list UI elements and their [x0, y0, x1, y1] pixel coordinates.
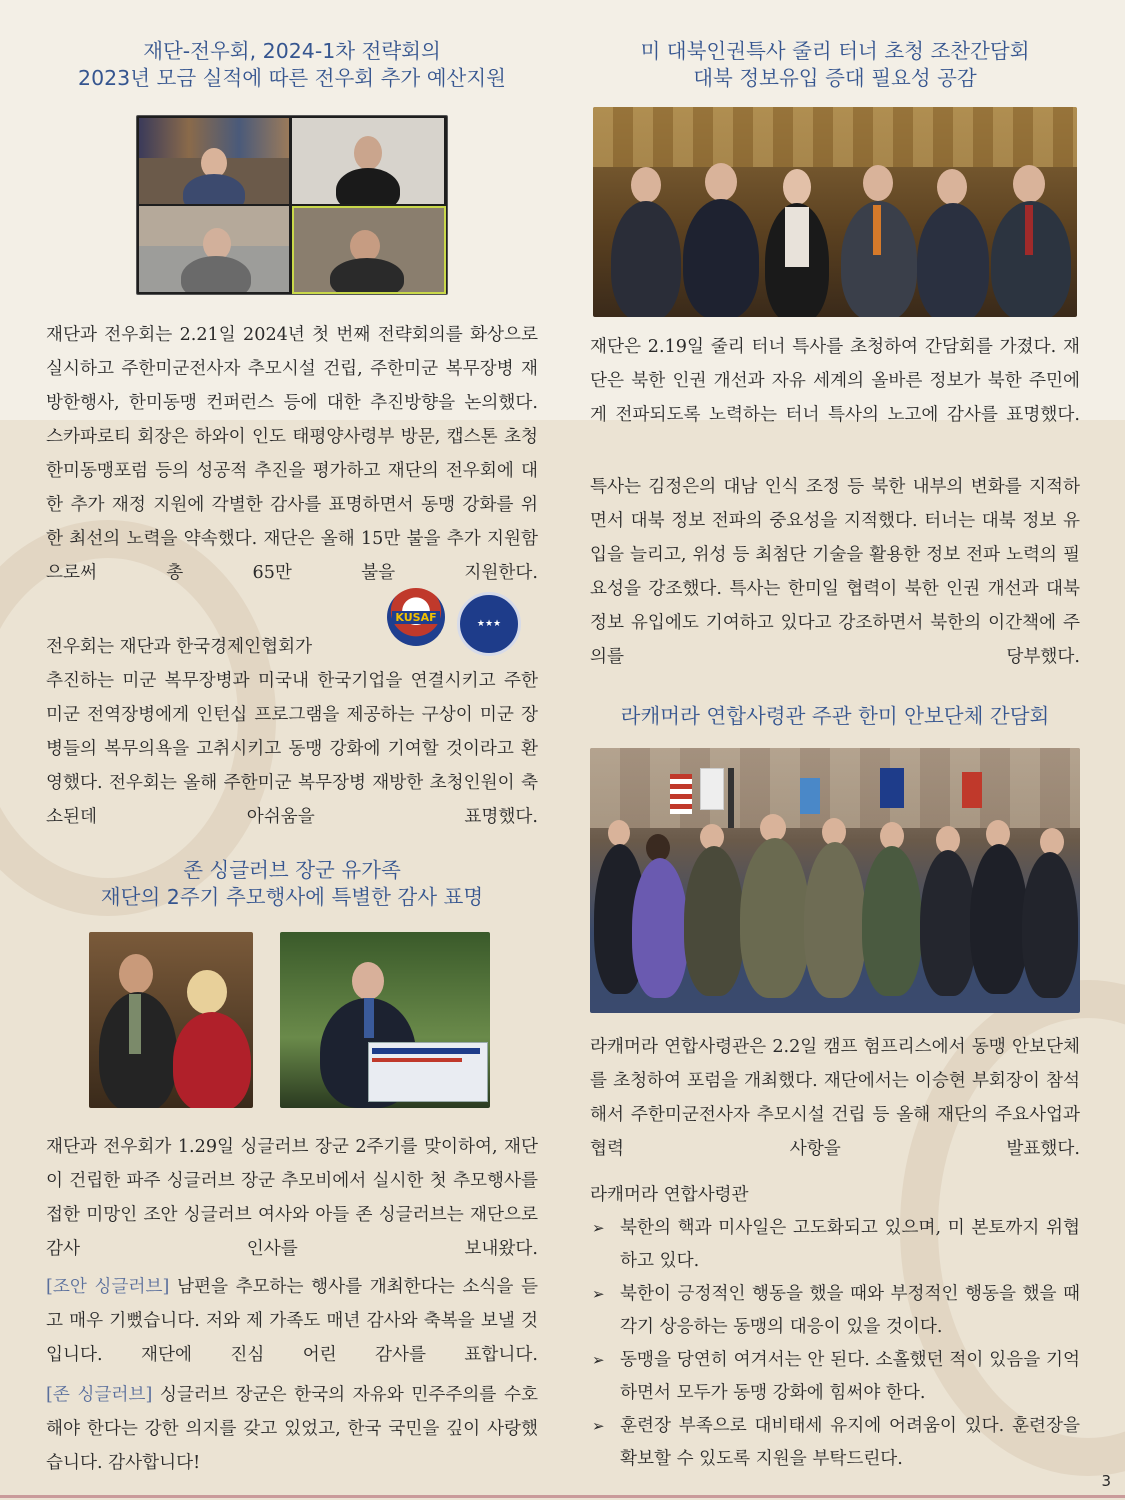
quote-text: 남편을 추모하는 행사를 개최한다는 소식을 듣고 매우 기뻤습니다. 저와 제 가족도 매년 감사와 축복을 보낼 것입니다. 재단에 진심 어린 감사를 표합니다.	[46, 1277, 538, 1365]
title-line: 재단-전우회, 2024-1차 전략회의	[143, 39, 441, 63]
title-line: 2023년 모금 실적에 따른 전우회 추가 예산지원	[78, 66, 506, 90]
video-tile	[292, 118, 444, 204]
list-item: ➢ 북한의 핵과 미사일은 고도화되고 있으며, 미 본토까지 위협하고 있다.	[590, 1212, 1080, 1278]
kusaf-logo: KUSAF	[387, 588, 445, 646]
list-heading: 라캐머라 연합사령관	[590, 1185, 749, 1205]
list-item: ➢ 동맹을 당연히 여겨서는 안 된다. 소홀했던 적이 있음을 기억하면서 모두가 동맹 강화에 힘써야 한다.	[590, 1344, 1080, 1410]
list-item: ➢ 훈련장 부족으로 대비태세 유지에 어려움이 있다. 훈련장을 확보할 수 있도록 지원을 부탁드린다.	[590, 1410, 1080, 1476]
page-number: 3	[1101, 1472, 1111, 1490]
body-paragraph-lead: 전우회는 재단과 한국경제인협회가	[46, 637, 313, 657]
body-paragraph: 재단은 2.19일 줄리 터너 특사를 초청하여 간담회를 가졌다. 재단은 북한 인권 개선과 자유 세계의 올바른 정보가 북한 주민에게 전파되도록 노력하는 터너 특사의 노고에 감사를 표명했다.	[590, 337, 1080, 425]
arrow-bullet-icon: ➢	[592, 1351, 605, 1369]
video-tile	[292, 206, 446, 294]
body-paragraph: 특사는 김정은의 대남 인식 조정 등 북한 내부의 변화를 지적하면서 대북 정보 전파의 중요성을 지적했다. 터너는 대북 정보 유입을 늘리고, 위성 등 최첨단 기술을 활용한 정보 전파 노력의 필요성을 강조했다. 특사는 한미일 협력이 북한 인권 개선과 대북 정보 유입에도 기여하고 있다고 강조하면서 북한의 이간책에 주의를 당부했다.	[590, 477, 1080, 667]
title-line: 재단의 2주기 추모행사에 특별한 감사 표명	[100, 885, 484, 909]
arrow-bullet-icon: ➢	[592, 1219, 605, 1237]
list-item: ➢ 북한이 긍정적인 행동을 했을 때와 부정적인 행동을 했을 때 각기 상응하는 동맹의 대응이 있을 것이다.	[590, 1278, 1080, 1344]
memorial-speech-photo	[280, 932, 490, 1108]
video-conference-photo	[136, 115, 448, 295]
video-tile	[139, 118, 289, 204]
quote-paragraph	[46, 1378, 538, 1480]
quote-text: 싱글러브 장군은 한국의 자유와 민주주의를 수호해야 한다는 강한 의지를 갖고 있었고, 한국 국민을 깊이 사랑했습니다. 감사합니다!	[46, 1385, 538, 1473]
forum-group-photo	[590, 748, 1080, 1013]
section-title: 라캐머라 연합사령관 주관 한미 안보단체 간담회	[620, 704, 1050, 728]
title-line: 존 싱글러브 장군 유가족	[183, 858, 401, 882]
body-paragraph: 라캐머라 연합사령관은 2.2일 캠프 험프리스에서 동맹 안보단체를 초청하여 포럼을 개최했다. 재단에서는 이승현 부회장이 참석해서 주한미군전사자 추모시설 건립 등 올해 재단의 주요사업과 협력 사항을 발표했다.	[590, 1037, 1080, 1159]
footer-line	[0, 1495, 1125, 1498]
veterans-association-logo: ★★★	[457, 592, 521, 656]
video-tile	[139, 206, 289, 292]
arrow-bullet-icon: ➢	[592, 1417, 605, 1435]
bullet-list	[590, 1212, 1080, 1476]
title-line: 미 대북인권특사 줄리 터너 초청 조찬간담회	[640, 39, 1030, 63]
body-paragraph: 추진하는 미군 복무장병과 미국내 한국기업을 연결시키고 주한미군 전역장병에게 인턴십 프로그램을 제공하는 구상이 미군 장병들의 복무의욕을 고취시키고 동맹 강화에 기여할 것이라고 환영했다. 전우회는 올해 주한미군 복무장병 재방한 초청인원이 축소된데 아쉬움을 표명했다.	[46, 671, 538, 827]
section-title	[590, 38, 1080, 92]
title-line: 대북 정보유입 증대 필요성 공감	[693, 66, 977, 90]
body-paragraph: 재단과 전우회가 1.29일 싱글러브 장군 2주기를 맞이하여, 재단이 건립한 파주 싱글러브 장군 추모비에서 실시한 첫 추모행사를 접한 미망인 조안 싱글러브 여사와 아들 존 싱글러브는 재단으로 감사 인사를 보내왔다.	[46, 1137, 538, 1259]
section-title	[46, 38, 538, 92]
body-paragraph: 재단과 전우회는 2.21일 2024년 첫 번째 전략회의를 화상으로 실시하고 주한미군전사자 추모시설 건립, 주한미군 복무장병 재방한행사, 한미동맹 컨퍼런스 등에 대한 추진방향을 논의했다. 스카파로티 회장은 하와이 인도 태평양사령부 방문, 캡스톤 초청 한미동맹포럼 등의 성공적 추진을 평가하고 재단의 전우회에 대한 추가 재정 지원에 각별한 감사를 표명하면서 동맹 강화를 위한 최선의 노력을 약속했다. 재단은 올해 15만 불을 추가 지원함으로써 총 65만 불을 지원한다.	[46, 325, 538, 583]
quote-speaker: [조안 싱글러브]	[46, 1277, 170, 1297]
turner-group-photo	[593, 107, 1077, 317]
arrow-bullet-icon: ➢	[592, 1285, 605, 1303]
quote-speaker: [존 싱글러브]	[46, 1385, 153, 1405]
section-title	[46, 857, 538, 911]
singlaub-couple-photo	[89, 932, 253, 1108]
quote-paragraph	[46, 1270, 538, 1372]
